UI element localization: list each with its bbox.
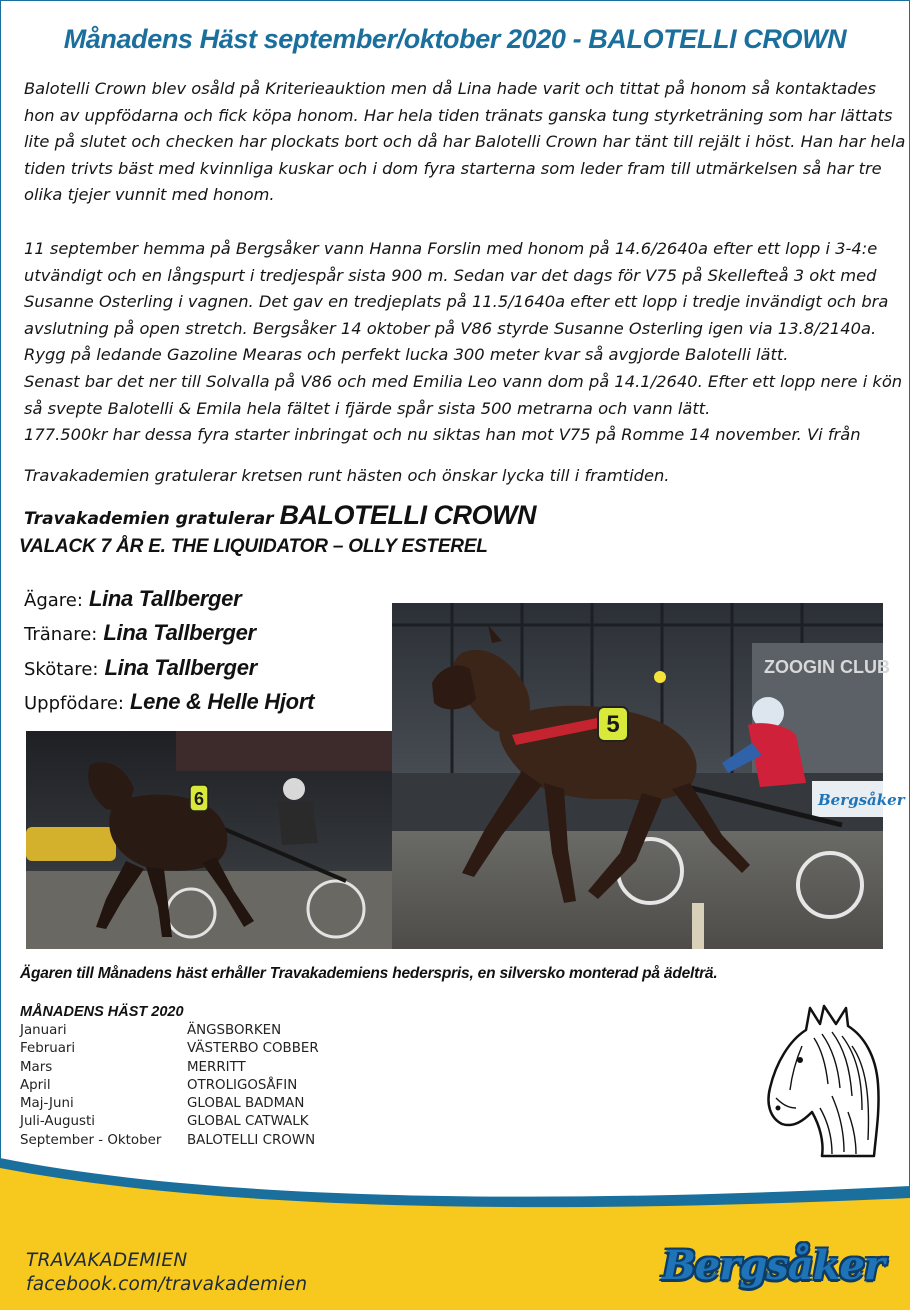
list-item xyxy=(20,1041,319,1059)
horse-of-month-list xyxy=(20,1023,319,1151)
congrats-prefix: Travakademien gratulerar xyxy=(24,509,274,529)
congrats-horse-name: BALOTELLI CROWN xyxy=(279,500,536,530)
list-horse: OTROLIGOSÅFIN xyxy=(187,1077,298,1093)
role-value: Lina Tallberger xyxy=(88,586,242,611)
text-line: lite på slutet och checken har plockats bort och då har Balotelli Crown har tänt till rejält i höst. Han har hela xyxy=(24,132,906,152)
role-owner xyxy=(24,586,314,620)
list-horse: ÄNGSBORKEN xyxy=(187,1023,282,1038)
list-horse: MERRITT xyxy=(187,1059,246,1075)
list-item xyxy=(20,1078,319,1096)
text-line: olika tjejer vunnit med honom. xyxy=(24,185,275,205)
list-horse: GLOBAL BADMAN xyxy=(187,1096,305,1112)
race-photo-secondary-drawing xyxy=(26,731,392,949)
role-value: Lene & Helle Hjort xyxy=(130,688,315,714)
paragraph-3 xyxy=(24,463,904,490)
text-line: 177.500kr har dessa fyra starter inbringat och nu siktas han mot V75 på Romme 14 november. Vi från xyxy=(24,425,861,445)
text-line: Rygg på ledande Gazoline Mearas och perfekt lucka 300 meter kvar så avgjorde Balotelli lätt. xyxy=(24,345,789,365)
list-month: Mars xyxy=(20,1059,53,1075)
pedigree-line: VALACK 7 ÅR E. THE LIQUIDATOR – OLLY ESTEREL xyxy=(19,536,488,557)
paragraph-1 xyxy=(24,76,904,209)
role-value: Lina Tallberger xyxy=(103,620,256,646)
list-item xyxy=(20,1023,319,1041)
horse-of-month-title: MÅNADENS HÄST 2020 xyxy=(20,1004,184,1020)
text-line: hon av uppfödarna och fick köpa honom. Har hela tiden tränats ganska tung styrketräning som har lättats xyxy=(24,105,893,125)
text-line: 11 september hemma på Bergsåker vann Hanna Forslin med honom på 14.6/2640a efter ett lopp i 3-4:e xyxy=(24,239,878,258)
race-photo-main-drawing xyxy=(392,603,905,949)
role-label: Ägare: xyxy=(24,590,83,611)
award-text: Ägaren till Månadens häst erhåller Travakademiens hederspris, en silversko monterad på ädelträ. xyxy=(20,965,718,982)
text-line: tiden trivts bäst med kvinnliga kuskar och i dom fyra starterna som leder fram till utmärkelsen så har tre xyxy=(24,158,882,178)
role-value: Lina Tallberger xyxy=(104,654,257,680)
list-month: Maj-Juni xyxy=(20,1096,74,1112)
text-line: Susanne Osterling i vagnen. Det gav en tredjeplats på 11.5/1640a efter ett lopp i tredje invändigt och bra xyxy=(24,292,889,312)
bergsaker-logo xyxy=(660,1236,886,1298)
page-title: Månadens Häst september/oktober 2020 - BALOTELLI CROWN xyxy=(63,24,847,54)
photo-saddle-number: 6 xyxy=(193,789,205,809)
list-month: September - Oktober xyxy=(20,1132,162,1148)
role-label: Skötare: xyxy=(24,658,99,680)
list-item xyxy=(20,1096,319,1114)
list-horse: GLOBAL CATWALK xyxy=(187,1114,309,1130)
text-line: Travakademien gratulerar kretsen runt hästen och önskar lycka till i framtiden. xyxy=(24,466,670,485)
horse-head-icon xyxy=(762,1000,886,1160)
race-photo-secondary xyxy=(26,731,392,949)
footer-org-name: TRAVAKADEMIEN xyxy=(26,1250,188,1271)
role-trainer xyxy=(24,620,314,654)
list-month: Januari xyxy=(20,1023,67,1038)
list-item xyxy=(20,1114,319,1132)
footer-facebook-link[interactable]: facebook.com/travakademien xyxy=(26,1274,308,1295)
list-month: Februari xyxy=(20,1041,76,1057)
role-label: Uppfödare: xyxy=(24,692,124,714)
race-photo-main xyxy=(392,603,905,949)
congrats-heading xyxy=(24,500,536,531)
list-month: Juli-Augusti xyxy=(20,1114,95,1130)
photo-board-text: Bergsåker xyxy=(818,791,905,809)
text-line: utvändigt och en långspurt i tredjespår sista 900 m. Sedan var det dags för V75 på Skellefteå 3 okt med xyxy=(24,265,877,285)
paragraph-2 xyxy=(24,236,904,449)
list-horse: BALOTELLI CROWN xyxy=(187,1132,316,1148)
list-month: April xyxy=(20,1077,51,1093)
role-label: Tränare: xyxy=(24,624,98,646)
roles-list xyxy=(24,586,314,723)
text-line: Senast bar det ner till Solvalla på V86 och med Emilia Leo vann dom på 14.1/2640. Efter ett lopp nere i kön xyxy=(24,371,903,391)
text-line: Balotelli Crown blev osåld på Kriterieauktion men då Lina hade varit och tittat på honom så kontaktades xyxy=(24,79,877,98)
role-breeder xyxy=(24,689,314,723)
text-line: så svepte Balotelli & Emila hela fältet i fjärde spår sista 500 metrarna och vann lätt. xyxy=(24,398,711,418)
photo-sign-text: ZOOGIN CLUB xyxy=(764,657,890,677)
bergsaker-logo-text: Bergsåker xyxy=(662,1242,884,1289)
photo-saddle-number: 5 xyxy=(606,711,620,738)
role-groom xyxy=(24,655,314,689)
list-item xyxy=(20,1060,319,1078)
list-horse: VÄSTERBO COBBER xyxy=(187,1041,319,1057)
text-line: avslutning på open stretch. Bergsåker 14 oktober på V86 styrde Susanne Osterling igen via 13.8/2140a. xyxy=(24,318,877,338)
list-item xyxy=(20,1133,319,1151)
